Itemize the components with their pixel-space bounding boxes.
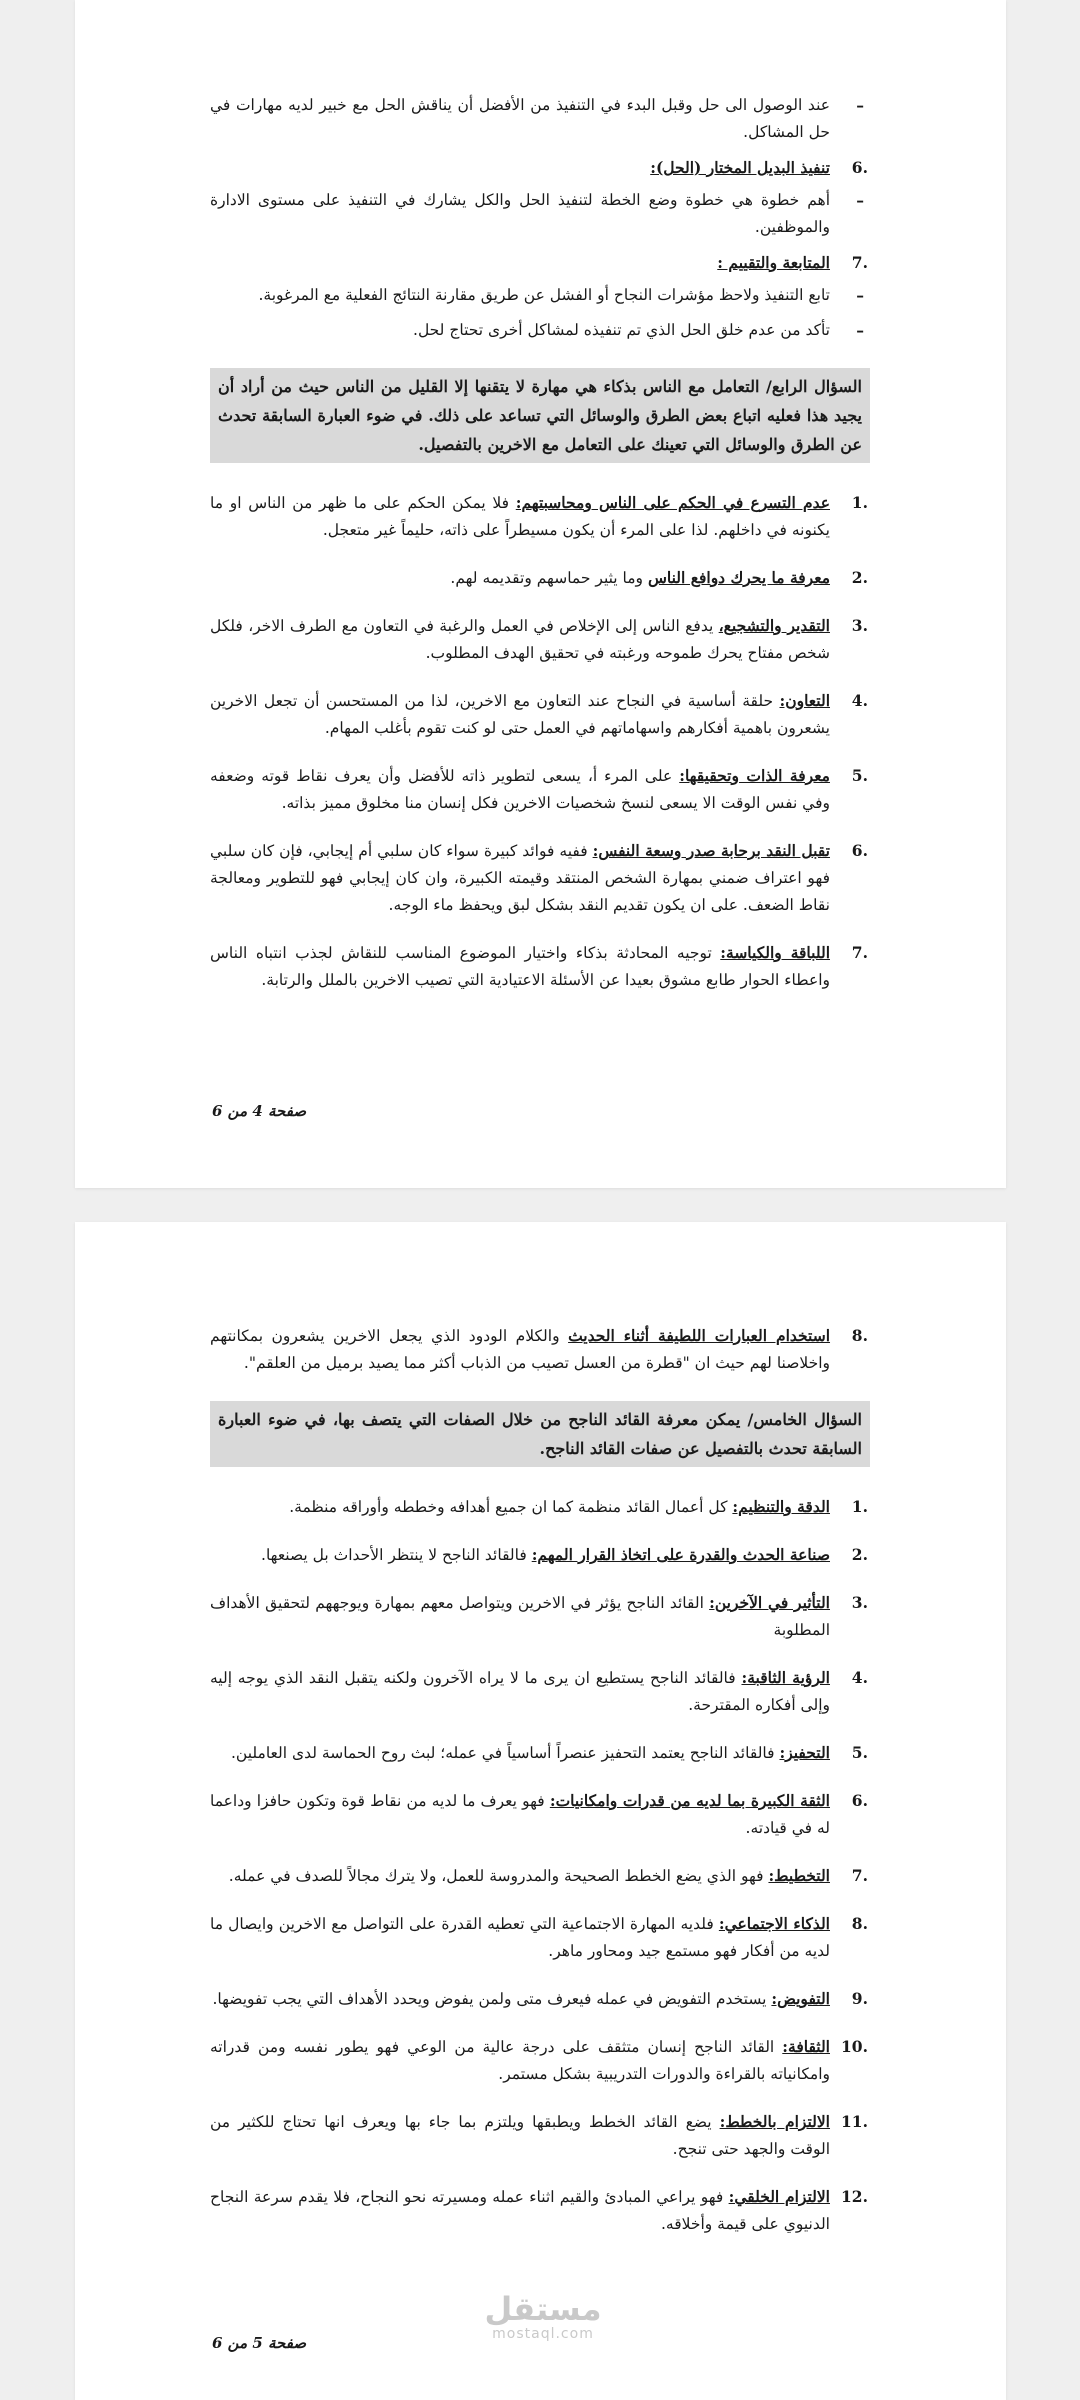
mostaql-watermark — [478, 2292, 608, 2342]
bullet-text: عند الوصول الى حل وقبل البدء في التنفيذ من الأفضل أن يناقش الحل مع خبير لديه مهارات في حل المشاكل. — [210, 96, 830, 141]
list-item: .8 الذكاء الاجتماعي: فلديه المهارة الاجتماعية التي تعطيه القدرة على التواصل مع الاخرين وايصال ما لديه من أفكار فهو مستمع جيد ومحاور ماهر. — [210, 1914, 868, 1960]
document-page-5 — [75, 1222, 1006, 2400]
watermark-arabic: مستقل — [484, 2290, 602, 2328]
list-item: .12 الالتزام الخلقي: فهو يراعي المبادئ والقيم اثناء عمله ومسيرته نحو النجاح، فلا يقدم سرعة النجاح الدنيوي على قيمة وأخلاقه. — [210, 2187, 868, 2233]
list-item: .8 استخدام العبارات اللطيفة أثناء الحديث والكلام الودود الذي يجعل الاخرين يشعرون بمكانتهم واخلاصنا لهم حيث ان "قطرة من العسل تصيب من الذباب أكثر مما يصيد برميل من العلقم". — [210, 1326, 868, 1372]
list-item: .9 التفويض: يستخدم التفويض في عمله فيعرف متى ولمن يفوض ويحدد الأهداف التي يجب تفويضها. — [212, 1989, 868, 2008]
dash-bullet-icon: – — [856, 321, 864, 340]
watermark-latin: mostaql.com — [492, 2326, 594, 2342]
step-heading-7: .7 المتابعة والتقييم : — [717, 253, 868, 272]
list-item: .4 الرؤية الثاقبة: فالقائد الناجح يستطيع ان يرى ما لا يراه الآخرون ولكنه يتقبل النقد الذي يوجه إليه وإلى أفكاره المقترحة. — [210, 1668, 868, 1714]
bullet-item — [210, 282, 870, 309]
dash-bullet-icon: – — [856, 191, 864, 210]
list-item: .6 تقبل النقد برحابة صدر وسعة النفس: ففيه فوائد كبيرة سواء كان سلبي أم إيجابي، فإن كان سلبي فهو اعتراف ضمني بمهارة الشخص المنتقد وقيمته الكبيرة، وان كان إيجابي فهو للتطوير ومعالجة نقاط الضعف. على ان يكون تقديم النقد بشكل لبق ويحفظ ماء الوجه. — [210, 841, 868, 914]
list-item: .3 التأثير في الآخرين: القائد الناجح يؤثر في الاخرين ويتواصل معهم بمهارة ويوجههم لتحقيق الأهداف المطلوبة — [210, 1593, 868, 1639]
bullet-text: تابع التنفيذ ولاحظ مؤشرات النجاح أو الفشل عن طريق مقارنة النتائج الفعلية مع المرغوبة. — [258, 286, 830, 304]
page-5-content — [210, 1322, 870, 2258]
bullet-text: تأكد من عدم خلق الحل الذي تم تنفيذه لمشاكل أخرى تحتاج لحل. — [413, 321, 830, 339]
list-item: .10 الثقافة: القائد الناجح إنسان متثقف على درجة عالية من الوعي فهو يطور نفسه ومن قدراته وامكانياته بالقراءة والدورات التدريبية بشكل مستمر. — [210, 2037, 868, 2083]
list-item: .1 عدم التسرع في الحكم على الناس ومحاسبتهم: فلا يمكن الحكم على ما ظهر من الناس او ما يكنونه في داخلهم. لذا على المرء أن يكون مسيطراً على ذاته، حليماً غير متعجل. — [210, 493, 868, 539]
list-item: .1 الدقة والتنظيم: كل أعمال القائد منظمة كما ان جميع أهدافه وخططه وأوراقه منظمة. — [289, 1497, 868, 1516]
dash-bullet-icon: – — [856, 286, 864, 305]
step-heading-6: .6 تنفيذ البديل المختار (الحل): — [650, 158, 868, 177]
list-item: .3 التقدير والتشجيع، يدفع الناس إلى الإخلاص في العمل والرغبة في التعاون مع الطرف الاخر، فلكل شخص مفتاح يحرك طموحه ورغبته في تحقيق الهدف المطلوب. — [210, 616, 868, 662]
dash-bullet-icon: – — [856, 96, 864, 115]
question-4-box: السؤال الرابع/ التعامل مع الناس بذكاء هي مهارة لا يتقنها إلا القليل من الناس حيث من أراد أن يجيد هذا فعليه اتباع بعض الطرق والوسائل التي تساعد على ذلك. في ضوء العبارة السابقة تحدث عن الطرق والوسائل التي تعينك على التعامل مع الاخرين بالتفصيل. — [210, 368, 870, 463]
list-item: .2 معرفة ما يحرك دوافع الناس وما يثير حماسهم وتقديمه لهم. — [450, 568, 868, 587]
list-item: .11 الالتزام بالخطط: يضع القائد الخطط ويطبقها ويلتزم بما جاء بها ويعرف انها تحتاج للكثير من الوقت والجهد حتى تنجح. — [210, 2112, 868, 2158]
list-item: .2 صناعة الحدث والقدرة على اتخاذ القرار المهم: فالقائد الناجح لا ينتظر الأحداث بل يصنعها. — [261, 1545, 868, 1564]
document-page-4 — [75, 0, 1006, 1188]
list-item: .4 التعاون: حلقة أساسية في النجاح عند التعاون مع الاخرين، لذا من المستحسن أن تجعل الاخرين يشعرون باهمية أفكارهم واسهاماتهم في العمل حتى لو كنت تقوم بأغلب المهام. — [210, 691, 868, 737]
question-5-box: السؤال الخامس/ يمكن معرفة القائد الناجح من خلال الصفات التي يتصف بها، في ضوء العبارة السابقة تحدث بالتفصيل عن صفات القائد الناجح. — [210, 1401, 870, 1467]
list-item: .7 اللباقة والكياسة: توجيه المحادثة بذكاء واختيار الموضوع المناسب للنقاش لجذب انتباه الناس واعطاء الحوار طابع مشوق بعيدا عن الأسئلة الاعتيادية التي تصيب الاخرين بالملل والرتابة. — [210, 943, 868, 989]
page-4-content — [210, 92, 870, 1014]
list-item: .6 الثقة الكبيرة بما لديه من قدرات وامكانيات: فهو يعرف ما لديه من نقاط قوة وتكون حافزا وداعما له في قيادته. — [210, 1791, 868, 1837]
bullet-item — [210, 187, 870, 241]
page-number-footer: صفحة 5 من 6 — [212, 2334, 307, 2352]
list-item: .5 التحفيز: فالقائد الناجح يعتمد التحفيز عنصراً أساسياً في عمله؛ لبث روح الحماسة لدى العاملين. — [230, 1743, 868, 1762]
list-item: .7 التخطيط: فهو الذي يضع الخطط الصحيحة والمدروسة للعمل، ولا يترك مجالاً للصدف في عمله. — [228, 1866, 868, 1885]
bullet-text: أهم خطوة هي خطوة وضع الخطة لتنفيذ الحل والكل يشارك في التنفيذ على مستوى الادارة والموظفين. — [210, 191, 830, 236]
list-item: .5 معرفة الذات وتحقيقها: على المرء أ، يسعى لتطوير ذاته للأفضل وأن يعرف نقاط قوته وضعفه وفي نفس الوقت الا يسعى لنسخ شخصيات الاخرين فكل إنسان منا مخلوق مميز بذاته. — [210, 766, 868, 812]
bullet-item — [210, 317, 870, 344]
step-heading-label: المتابعة والتقييم : — [717, 253, 830, 272]
bullet-item — [210, 92, 870, 146]
page-number-footer: صفحة 4 من 6 — [212, 1102, 307, 1120]
step-heading-label: تنفيذ البديل المختار (الحل): — [650, 158, 830, 177]
